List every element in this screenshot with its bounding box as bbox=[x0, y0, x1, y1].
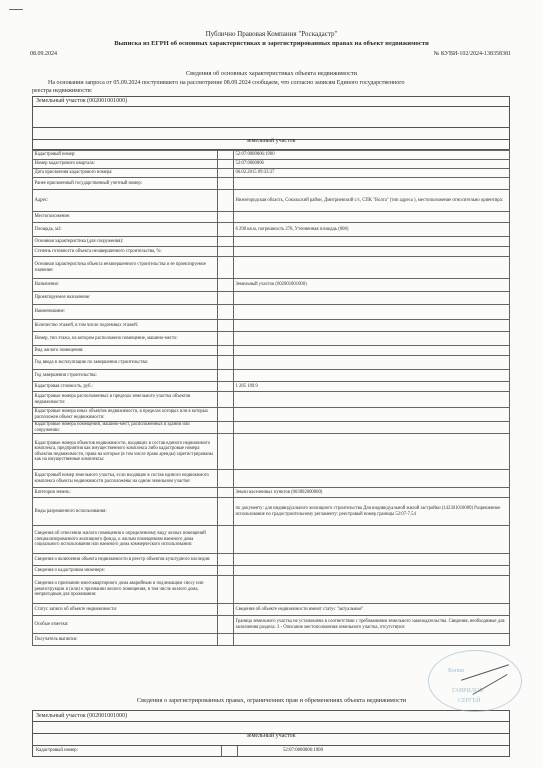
row-value bbox=[234, 257, 510, 279]
table-row bbox=[33, 616, 510, 634]
row-spacer bbox=[218, 434, 234, 470]
table-row bbox=[33, 434, 510, 470]
row-label: Кадастровые номера помещений, машино-мест, расположенных в здании или сооружении: bbox=[33, 422, 218, 434]
row-value: 52:07:0000006 bbox=[234, 160, 510, 169]
extract-date: 08.09.2024 bbox=[30, 51, 57, 57]
table-row bbox=[33, 526, 510, 554]
row-label: Основная характеристика объекта незавершенного строительства и ее проектируемое значение: bbox=[33, 257, 218, 279]
table-row bbox=[33, 488, 510, 498]
row-value: Земли населенных пунктов (003002000000) bbox=[234, 488, 510, 498]
row-spacer bbox=[218, 169, 234, 178]
object-title-box bbox=[32, 128, 510, 144]
row-label: Назначение: bbox=[33, 279, 218, 292]
extract-number: № КУВИ-102/2024-138358381 bbox=[433, 51, 511, 57]
row-spacer bbox=[218, 257, 234, 279]
row-spacer bbox=[218, 247, 234, 257]
table-row bbox=[33, 332, 510, 346]
table-row bbox=[33, 408, 510, 422]
section1-title: Сведения об основных характеристиках объекта недвижимости bbox=[185, 70, 358, 77]
row-spacer bbox=[218, 151, 234, 160]
table-row bbox=[33, 178, 510, 190]
row-label: Номер, тип этажа, на котором расположено помещение, машино-место: bbox=[33, 332, 218, 346]
table-row bbox=[33, 382, 510, 392]
row-label: Сведения о включении объекта недвижимости в реестр объектов культурного наследия: bbox=[33, 554, 218, 566]
row-spacer bbox=[218, 604, 234, 616]
row-label: Кадастровый номер: bbox=[33, 151, 218, 160]
row-label: Кадастровая стоимость, руб.: bbox=[33, 382, 218, 392]
object-title: земельный участок bbox=[246, 138, 296, 144]
row-spacer bbox=[218, 498, 234, 526]
row-value bbox=[234, 332, 510, 346]
row-value bbox=[234, 356, 510, 370]
table-row bbox=[33, 346, 510, 356]
row-spacer bbox=[218, 634, 234, 646]
table-row bbox=[33, 305, 510, 320]
row-value bbox=[234, 526, 510, 554]
table-row bbox=[33, 237, 510, 247]
row-label: Степень готовности объекта незавершенного строительства, %: bbox=[33, 247, 218, 257]
row-value bbox=[234, 566, 510, 576]
row-label: Площадь, м2: bbox=[33, 223, 218, 237]
row-spacer bbox=[218, 566, 234, 576]
row-value bbox=[234, 178, 510, 190]
row-spacer bbox=[218, 382, 234, 392]
row-label: Сведения о кадастровом инженере: bbox=[33, 566, 218, 576]
table-row bbox=[33, 370, 510, 382]
table-row bbox=[33, 257, 510, 279]
table-row bbox=[33, 554, 510, 566]
row-value bbox=[234, 634, 510, 646]
row-spacer bbox=[218, 554, 234, 566]
intro-line-1: На основании запроса от 05.09.2024 поступившего на рассмотрение 08.09.2024 сообщаем, что согласно записям Единого государственного bbox=[48, 80, 405, 86]
row-value bbox=[234, 212, 510, 223]
row-label: Кадастровые номера расположенных в пределах земельного участка объектов недвижимости: bbox=[33, 392, 218, 408]
table-row bbox=[33, 279, 510, 292]
row-spacer bbox=[218, 178, 234, 190]
row-value bbox=[234, 554, 510, 566]
company-name: Публично Правовая Компания "Роскадастр" bbox=[205, 30, 338, 38]
row-label: Ранее присвоенный государственный учетный номер: bbox=[33, 178, 218, 190]
row-value: 6 290 кв.м, погрешность 278, Уточненная площадь (008) bbox=[234, 223, 510, 237]
row-value: по документу: для индивидуального жилищного строительства Для индивидуальной жилой застройки (142301010000) Разрешенное использование по градостроительному регламенту: реестровый номер границы 52:07-7.54 bbox=[234, 498, 510, 526]
object-gap-box bbox=[32, 140, 510, 150]
row-value: Нижегородская область, Сокольский район, Дмитриевский с/с, СПК "Волга" (тип адреса ), местоположение относительно ориентира: bbox=[234, 190, 510, 212]
row-value bbox=[234, 247, 510, 257]
row-label: Номер кадастрового квартала: bbox=[33, 160, 218, 169]
row-spacer bbox=[218, 346, 234, 356]
row-label: Кадастровые номера иных объектов недвижимости, в пределах которых или в которых расположен объект недвижимости: bbox=[33, 408, 218, 422]
row-label: Год завершения строительства: bbox=[33, 370, 218, 382]
row-spacer bbox=[218, 305, 234, 320]
row-spacer bbox=[218, 488, 234, 498]
table-row bbox=[33, 566, 510, 576]
row-label: Количество этажей, в том числе подземных этажей: bbox=[33, 320, 218, 332]
row-label: Статус записи об объекте недвижимости: bbox=[33, 604, 218, 616]
section2-object-label: Земельный участок (002001001000) bbox=[36, 713, 128, 719]
intro-line-2: реестра недвижимости: bbox=[32, 88, 93, 94]
row-value bbox=[234, 434, 510, 470]
row-spacer bbox=[218, 422, 234, 434]
section2-gap-box bbox=[32, 734, 510, 746]
row-value: Сведения об объекте недвижимости имеют статус "актуальные" bbox=[234, 604, 510, 616]
table-row bbox=[33, 169, 510, 178]
row-value bbox=[234, 346, 510, 356]
stamp-text-1: Копия bbox=[448, 668, 464, 674]
row-label: Основная характеристика (для сооружения): bbox=[33, 237, 218, 247]
characteristics-table-wrap bbox=[32, 150, 510, 646]
row-label: Местоположение: bbox=[33, 212, 218, 223]
row-value: 52:07:0000006:1900 bbox=[234, 151, 510, 160]
row-label: Проектируемое назначение: bbox=[33, 292, 218, 305]
table-row bbox=[33, 320, 510, 332]
section2-row-label: Кадастровый номер: bbox=[36, 748, 78, 753]
row-value: Граница земельного участка не установлена в соответствии с требованиями земельного законодательства. Сведения, необходимые для заполнения раздела: 3 - Описание местоположения земельного участка, отсутствуют. bbox=[234, 616, 510, 634]
table-row bbox=[33, 392, 510, 408]
row-value bbox=[234, 237, 510, 247]
row-spacer bbox=[218, 279, 234, 292]
row-spacer bbox=[218, 408, 234, 422]
row-label: Кадастровый номер земельного участка, если входящие в состав единого недвижимого комплекса объекты недвижимости расположены на одном земельном участке: bbox=[33, 470, 218, 488]
row-spacer bbox=[218, 526, 234, 554]
row-value bbox=[234, 305, 510, 320]
row-spacer bbox=[218, 370, 234, 382]
row-spacer bbox=[218, 160, 234, 169]
table-row bbox=[33, 356, 510, 370]
section2-object-title: земельный участок bbox=[246, 733, 296, 739]
row-value bbox=[234, 422, 510, 434]
row-label: Сведения о признании многоквартирного дома аварийным и подлежащим сносу или реконструкции и (или) о признании жилого помещения, в том числе жилого дома, непригодным для проживания: bbox=[33, 576, 218, 604]
row-label: Виды разрешенного использования: bbox=[33, 498, 218, 526]
table-row bbox=[33, 223, 510, 237]
row-spacer bbox=[218, 356, 234, 370]
section2-row-value: 52:07:0000006:1900 bbox=[283, 748, 323, 753]
row-spacer bbox=[218, 212, 234, 223]
table-row bbox=[33, 470, 510, 488]
row-label: Кадастровые номера объектов недвижимости, входящих в состав единого недвижимого комплекса, предприятия как имущественного комплекса либо кадастровые номера объектов недвижимости, права на которые (в том числе право аренды) зарегистрированы как на имущественные комплексы: bbox=[33, 434, 218, 470]
section2-divider-2 bbox=[237, 746, 238, 757]
characteristics-table bbox=[32, 150, 510, 646]
row-label: Получатель выписки: bbox=[33, 634, 218, 646]
row-value: 06.02.2015 09:33:37 bbox=[234, 169, 510, 178]
row-value bbox=[234, 576, 510, 604]
table-row bbox=[33, 576, 510, 604]
extract-title: Выписка из ЕГРН об основных характеристиках и зарегистрированных правах на объект недвижимости bbox=[114, 40, 429, 47]
table-row bbox=[33, 151, 510, 160]
table-row bbox=[33, 422, 510, 434]
row-value bbox=[234, 370, 510, 382]
table-row bbox=[33, 247, 510, 257]
row-spacer bbox=[218, 332, 234, 346]
table-row bbox=[33, 498, 510, 526]
row-label: Дата присвоения кадастрового номера: bbox=[33, 169, 218, 178]
row-value: Земельный участок (002001001000) bbox=[234, 279, 510, 292]
row-spacer bbox=[218, 320, 234, 332]
row-label: Особые отметки: bbox=[33, 616, 218, 634]
section2-title-box bbox=[32, 722, 510, 739]
row-spacer bbox=[218, 237, 234, 247]
row-value bbox=[234, 320, 510, 332]
row-spacer bbox=[218, 292, 234, 305]
row-spacer bbox=[218, 190, 234, 212]
crop-mark bbox=[9, 9, 23, 10]
row-label: Наименование: bbox=[33, 305, 218, 320]
table-row bbox=[33, 190, 510, 212]
row-spacer bbox=[218, 616, 234, 634]
section2-divider-1 bbox=[221, 746, 222, 757]
row-value bbox=[234, 470, 510, 488]
row-label: Категория земель: bbox=[33, 488, 218, 498]
section2-title: Сведения о зарегистрированных правах, ограничениях прав и обременениях объекта недвижимости bbox=[136, 697, 407, 704]
object-label-box bbox=[32, 96, 510, 107]
row-label: Вид жилого помещения: bbox=[33, 346, 218, 356]
row-spacer bbox=[218, 223, 234, 237]
table-row bbox=[33, 212, 510, 223]
table-row bbox=[33, 634, 510, 646]
table-row bbox=[33, 604, 510, 616]
row-value bbox=[234, 292, 510, 305]
section2-object-box bbox=[32, 710, 510, 722]
object-label: Земельный участок (002001001000) bbox=[36, 98, 128, 104]
table-row bbox=[33, 292, 510, 305]
row-value bbox=[234, 408, 510, 422]
row-label: Адрес: bbox=[33, 190, 218, 212]
row-spacer bbox=[218, 392, 234, 408]
row-value bbox=[234, 392, 510, 408]
row-value: 1 285 109.9 bbox=[234, 382, 510, 392]
row-spacer bbox=[218, 470, 234, 488]
object-spacer-box bbox=[32, 107, 510, 128]
row-label: Год ввода в эксплуатацию по завершении строительства: bbox=[33, 356, 218, 370]
row-label: Сведения об отнесении жилого помещения к определенному виду жилых помещений специализированного жилищного фонда, к жилым помещениям наемного дома социального использования или наемного дома коммерческого использования: bbox=[33, 526, 218, 554]
stamp-text-3: СЕРГЕЙ bbox=[458, 698, 481, 704]
section2-row bbox=[32, 746, 510, 757]
table-row bbox=[33, 160, 510, 169]
row-spacer bbox=[218, 576, 234, 604]
stamp-text-2: ГАВРИЛОВ bbox=[452, 688, 484, 694]
